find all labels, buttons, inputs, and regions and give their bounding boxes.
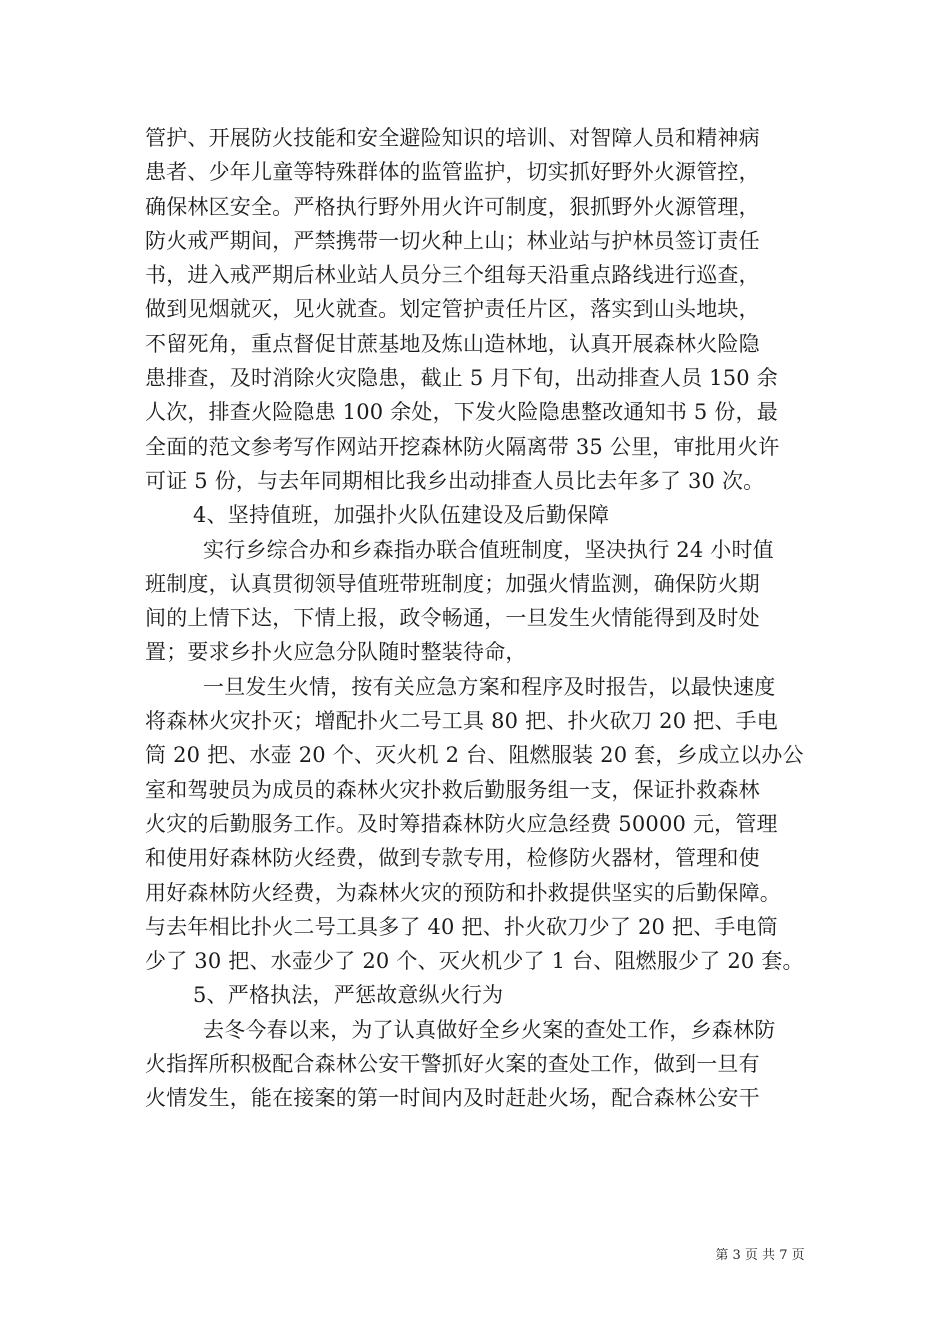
text-line: 去冬今春以来，为了认真做好全乡火案的查处工作，乡森林防 bbox=[203, 1017, 776, 1042]
text-line: 确保林区安全。严格执行野外用火许可制度，狠抓野外火源管理， bbox=[145, 194, 760, 219]
text-line: 用好森林防火经费，为森林火灾的预防和扑救提供坚实的后勤保障。 bbox=[145, 880, 781, 905]
text-line: 全面的范文参考写作网站开挖森林防火隔离带 35 公里，审批用火许 bbox=[145, 434, 780, 459]
text-line: 少了 30 把、水壶少了 20 个、灭火机少了 1 台、阻燃服少了 20 套。 bbox=[145, 949, 804, 974]
text-line: 班制度，认真贯彻领导值班带班制度；加强火情监测，确保防火期 bbox=[145, 571, 760, 596]
section-heading-5: 5、严格执法，严惩故意纵火行为 bbox=[193, 983, 504, 1008]
section-5-paragraph-1 bbox=[145, 1013, 805, 1116]
text-line: 管护、开展防火技能和安全避险知识的培训、对智障人员和精神病 bbox=[145, 126, 760, 150]
text-line: 患者、少年儿童等特殊群体的监管监护，切实抓好野外火源管控， bbox=[145, 160, 760, 185]
text-line: 间的上情下达，下情上报，政令畅通，一旦发生火情能得到及时处 bbox=[145, 606, 760, 631]
text-line: 火指挥所积极配合森林公安干警抓好火案的查处工作，做到一旦有 bbox=[145, 1052, 760, 1077]
text-line: 火情发生，能在接案的第一时间内及时赶赴火场，配合森林公安干 bbox=[145, 1086, 760, 1111]
section-heading-4: 4、坚持值班，加强扑火队伍建设及后勤保障 bbox=[193, 503, 610, 528]
section-4-paragraph-1 bbox=[145, 533, 805, 670]
document-body bbox=[145, 121, 805, 1116]
text-line: 一旦发生火情，按有关应急方案和程序及时报告，以最快速度 bbox=[203, 674, 776, 699]
text-line: 不留死角，重点督促甘蔗基地及炼山造林地，认真开展森林火险隐 bbox=[145, 331, 760, 356]
text-line: 置；要求乡扑火应急分队随时整装待命， bbox=[145, 640, 527, 665]
text-line: 实行乡综合办和乡森指办联合值班制度，坚决执行 24 小时值 bbox=[203, 537, 774, 562]
text-line: 火灾的后勤服务工作。及时筹措森林防火应急经费 50000 元，管理 bbox=[145, 811, 778, 836]
text-line: 将森林火灾扑灭；增配扑火二号工具 80 把、扑火砍刀 20 把、手电 bbox=[145, 709, 778, 734]
text-line: 患排查，及时消除火灾隐患，截止 5 月下旬，出动排查人员 150 余 bbox=[145, 366, 778, 391]
page-number-footer: 第 3 页 共 7 页 bbox=[715, 1248, 805, 1263]
text-line: 和使用好森林防火经费，做到专款专用，检修防火器材，管理和使 bbox=[145, 846, 760, 871]
text-line: 书，进入戒严期后林业站人员分三个组每天沿重点路线进行巡查， bbox=[145, 263, 760, 288]
text-line: 室和驾驶员为成员的森林火灾扑救后勤服务组一支，保证扑救森林 bbox=[145, 777, 760, 802]
paragraph-continuation bbox=[145, 121, 805, 498]
text-line: 防火戒严期间，严禁携带一切火种上山；林业站与护林员签订责任 bbox=[145, 228, 760, 253]
text-line: 与去年相比扑火二号工具多了 40 把、扑火砍刀少了 20 把、手电筒 bbox=[145, 914, 778, 939]
text-line: 做到见烟就灭，见火就查。划定管护责任片区，落实到山头地块， bbox=[145, 297, 760, 322]
text-line: 可证 5 份，与去年同期相比我乡出动排查人员比去年多了 30 次。 bbox=[145, 468, 765, 493]
text-line: 筒 20 把、水壶 20 个、灭火机 2 台、阻燃服装 20 套，乡成立以办公 bbox=[145, 743, 804, 768]
text-line: 人次，排查火险隐患 100 余处，下发火险隐患整改通知书 5 份，最 bbox=[145, 400, 778, 425]
section-4-paragraph-2 bbox=[145, 670, 805, 979]
